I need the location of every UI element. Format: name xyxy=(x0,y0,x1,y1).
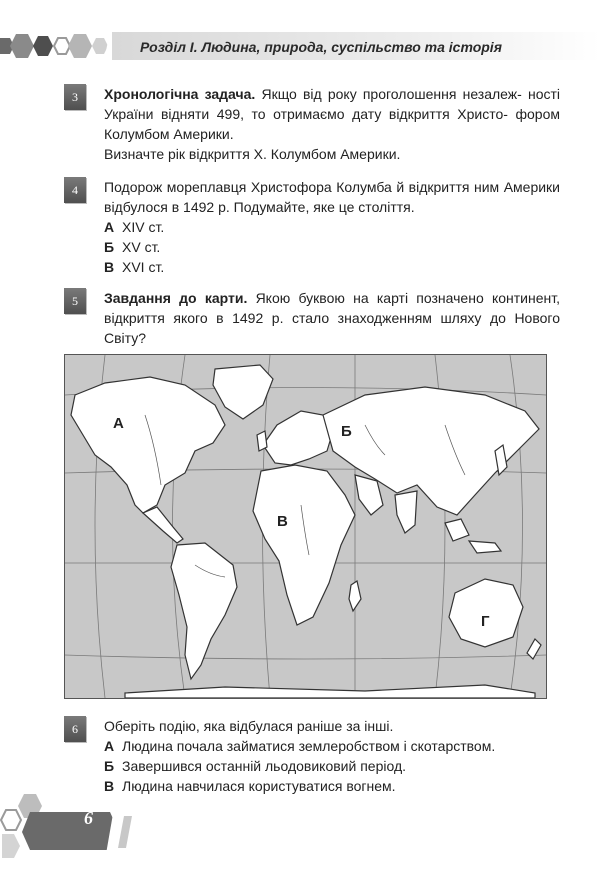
task-line: Америки відбулося в 1492 р. Подумайте, яке це століття. xyxy=(104,179,561,215)
map-label-g: Г xyxy=(481,613,490,630)
section-title: Розділ І. Людина, природа, суспільство та історія xyxy=(140,39,502,55)
task-text xyxy=(104,288,560,348)
task-question: Визначте рік відкриття Х. Колумбом Америки. xyxy=(104,146,401,162)
task-title: Завдання до карти. xyxy=(104,290,248,306)
world-map xyxy=(64,354,547,699)
task-question: Оберіть подію, яка відбулася раніше за інші. xyxy=(104,718,394,734)
map-label-a: А xyxy=(113,415,124,432)
task-text xyxy=(104,716,560,796)
world-map-graphic xyxy=(65,355,546,698)
task-number: 4 xyxy=(64,177,86,203)
answer-option[interactable]: А XIV ст. xyxy=(104,219,165,235)
answer-option[interactable]: Б XV ст. xyxy=(104,239,161,255)
answer-option[interactable]: Б Завершився останній льодовиковий період. xyxy=(104,758,406,774)
answer-option[interactable]: В XVI ст. xyxy=(104,259,165,275)
task-text xyxy=(104,177,560,277)
page-number: 6 xyxy=(84,808,93,828)
page-header xyxy=(0,28,600,64)
answer-option[interactable]: А Людина почала займатися землеробством і скотарством. xyxy=(104,738,496,754)
task-text xyxy=(104,84,560,164)
task-number: 3 xyxy=(64,84,86,110)
task-line: відкриття якого в 1492 р. стало знаходженням шляху до Нового xyxy=(104,310,560,326)
task-line: ності України відняти 499, то отримаємо дату відкриття Христо- xyxy=(104,86,561,122)
task-line: фором Колумбом Америки. xyxy=(104,106,560,142)
task-line: Подорож мореплавця Христофора Колумба й відкриття ним xyxy=(104,179,500,195)
task-line: Світу? xyxy=(104,330,147,346)
task-line: Якщо від року проголошення незалеж- xyxy=(261,86,522,102)
map-label-b: Б xyxy=(341,423,352,440)
task-title: Хронологічна задача. xyxy=(104,86,256,102)
task-number: 5 xyxy=(64,288,86,314)
footer-hexagon-decoration-icon xyxy=(0,790,200,869)
answer-option[interactable]: В Людина навчилася користуватися вогнем. xyxy=(104,778,396,794)
task-line: Якою буквою на карті позначено континент, xyxy=(255,290,560,306)
task-number: 6 xyxy=(64,716,86,742)
map-label-v: В xyxy=(277,513,288,530)
